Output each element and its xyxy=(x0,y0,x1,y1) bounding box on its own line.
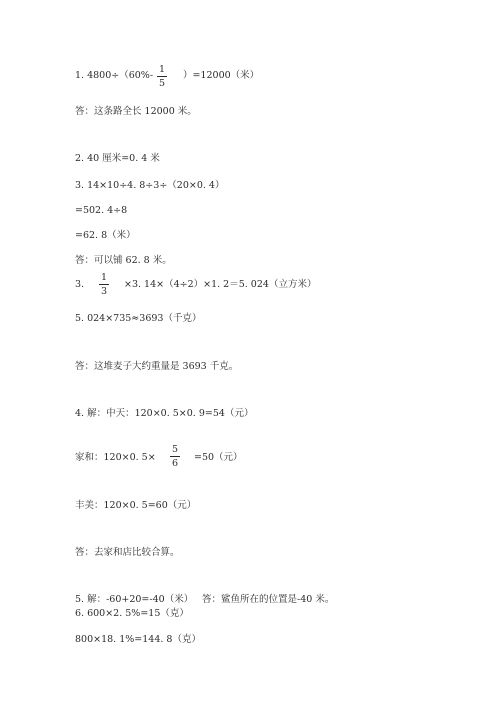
line-10: 丰美：120×0. 5=60（元） xyxy=(75,500,197,511)
line-7: 5. 024×735≈3693（千克） xyxy=(75,313,202,324)
line-6-text-a: 3. xyxy=(75,279,85,290)
line-3: 3. 14×10÷4. 8÷3÷（20×0. 4） xyxy=(75,180,225,191)
fraction-denominator: 6 xyxy=(171,458,179,469)
fraction-one-fifth xyxy=(155,64,169,89)
fraction-one-third xyxy=(97,272,111,297)
line-1-text-a: 1. 4800÷（60%- xyxy=(75,70,154,81)
fraction-bar xyxy=(170,456,180,457)
fraction-bar xyxy=(157,76,167,77)
line-9-text-a: 家和：120×0. 5× xyxy=(75,452,156,463)
line-5: =62. 8（米） xyxy=(75,230,136,241)
line-12: 6. 600×2. 5%=15（克） xyxy=(75,608,189,619)
line-9-text-b: =50（元） xyxy=(194,452,243,463)
line-8: 4. 解：中天：120×0. 5×0. 9=54（元） xyxy=(75,408,254,419)
line-6-text-b: ×3. 14×（4÷2）×1. 2＝5. 024（立方米） xyxy=(124,279,317,290)
line-2: 2. 40 厘米=0. 4 米 xyxy=(75,153,160,164)
line-11-text-b: 答：鲨鱼所在的位置是-40 米。 xyxy=(202,594,335,605)
fraction-five-sixths xyxy=(168,444,182,469)
line-1 xyxy=(75,70,153,82)
answer-1: 答：这条路全长 12000 米。 xyxy=(75,106,197,117)
fraction-bar xyxy=(99,284,109,285)
answer-4: 答：这堆麦子大约重量是 3693 千克。 xyxy=(75,361,239,372)
fraction-denominator: 5 xyxy=(158,78,166,89)
line-11-text-a: 5. 解：-60+20=-40（米） xyxy=(75,594,194,605)
fraction-numerator: 5 xyxy=(171,444,179,455)
fraction-numerator: 1 xyxy=(100,272,108,283)
line-4: =502. 4÷8 xyxy=(75,205,128,216)
fraction-numerator: 1 xyxy=(158,64,166,75)
answer-3: 答：可以铺 62. 8 米。 xyxy=(75,255,172,266)
answer-5: 答：去家和店比较合算。 xyxy=(75,547,180,558)
line-13: 800×18. 1%=144. 8（克） xyxy=(75,634,201,645)
line-1-text-b: ）=12000（米） xyxy=(183,70,260,81)
fraction-denominator: 3 xyxy=(100,286,108,297)
